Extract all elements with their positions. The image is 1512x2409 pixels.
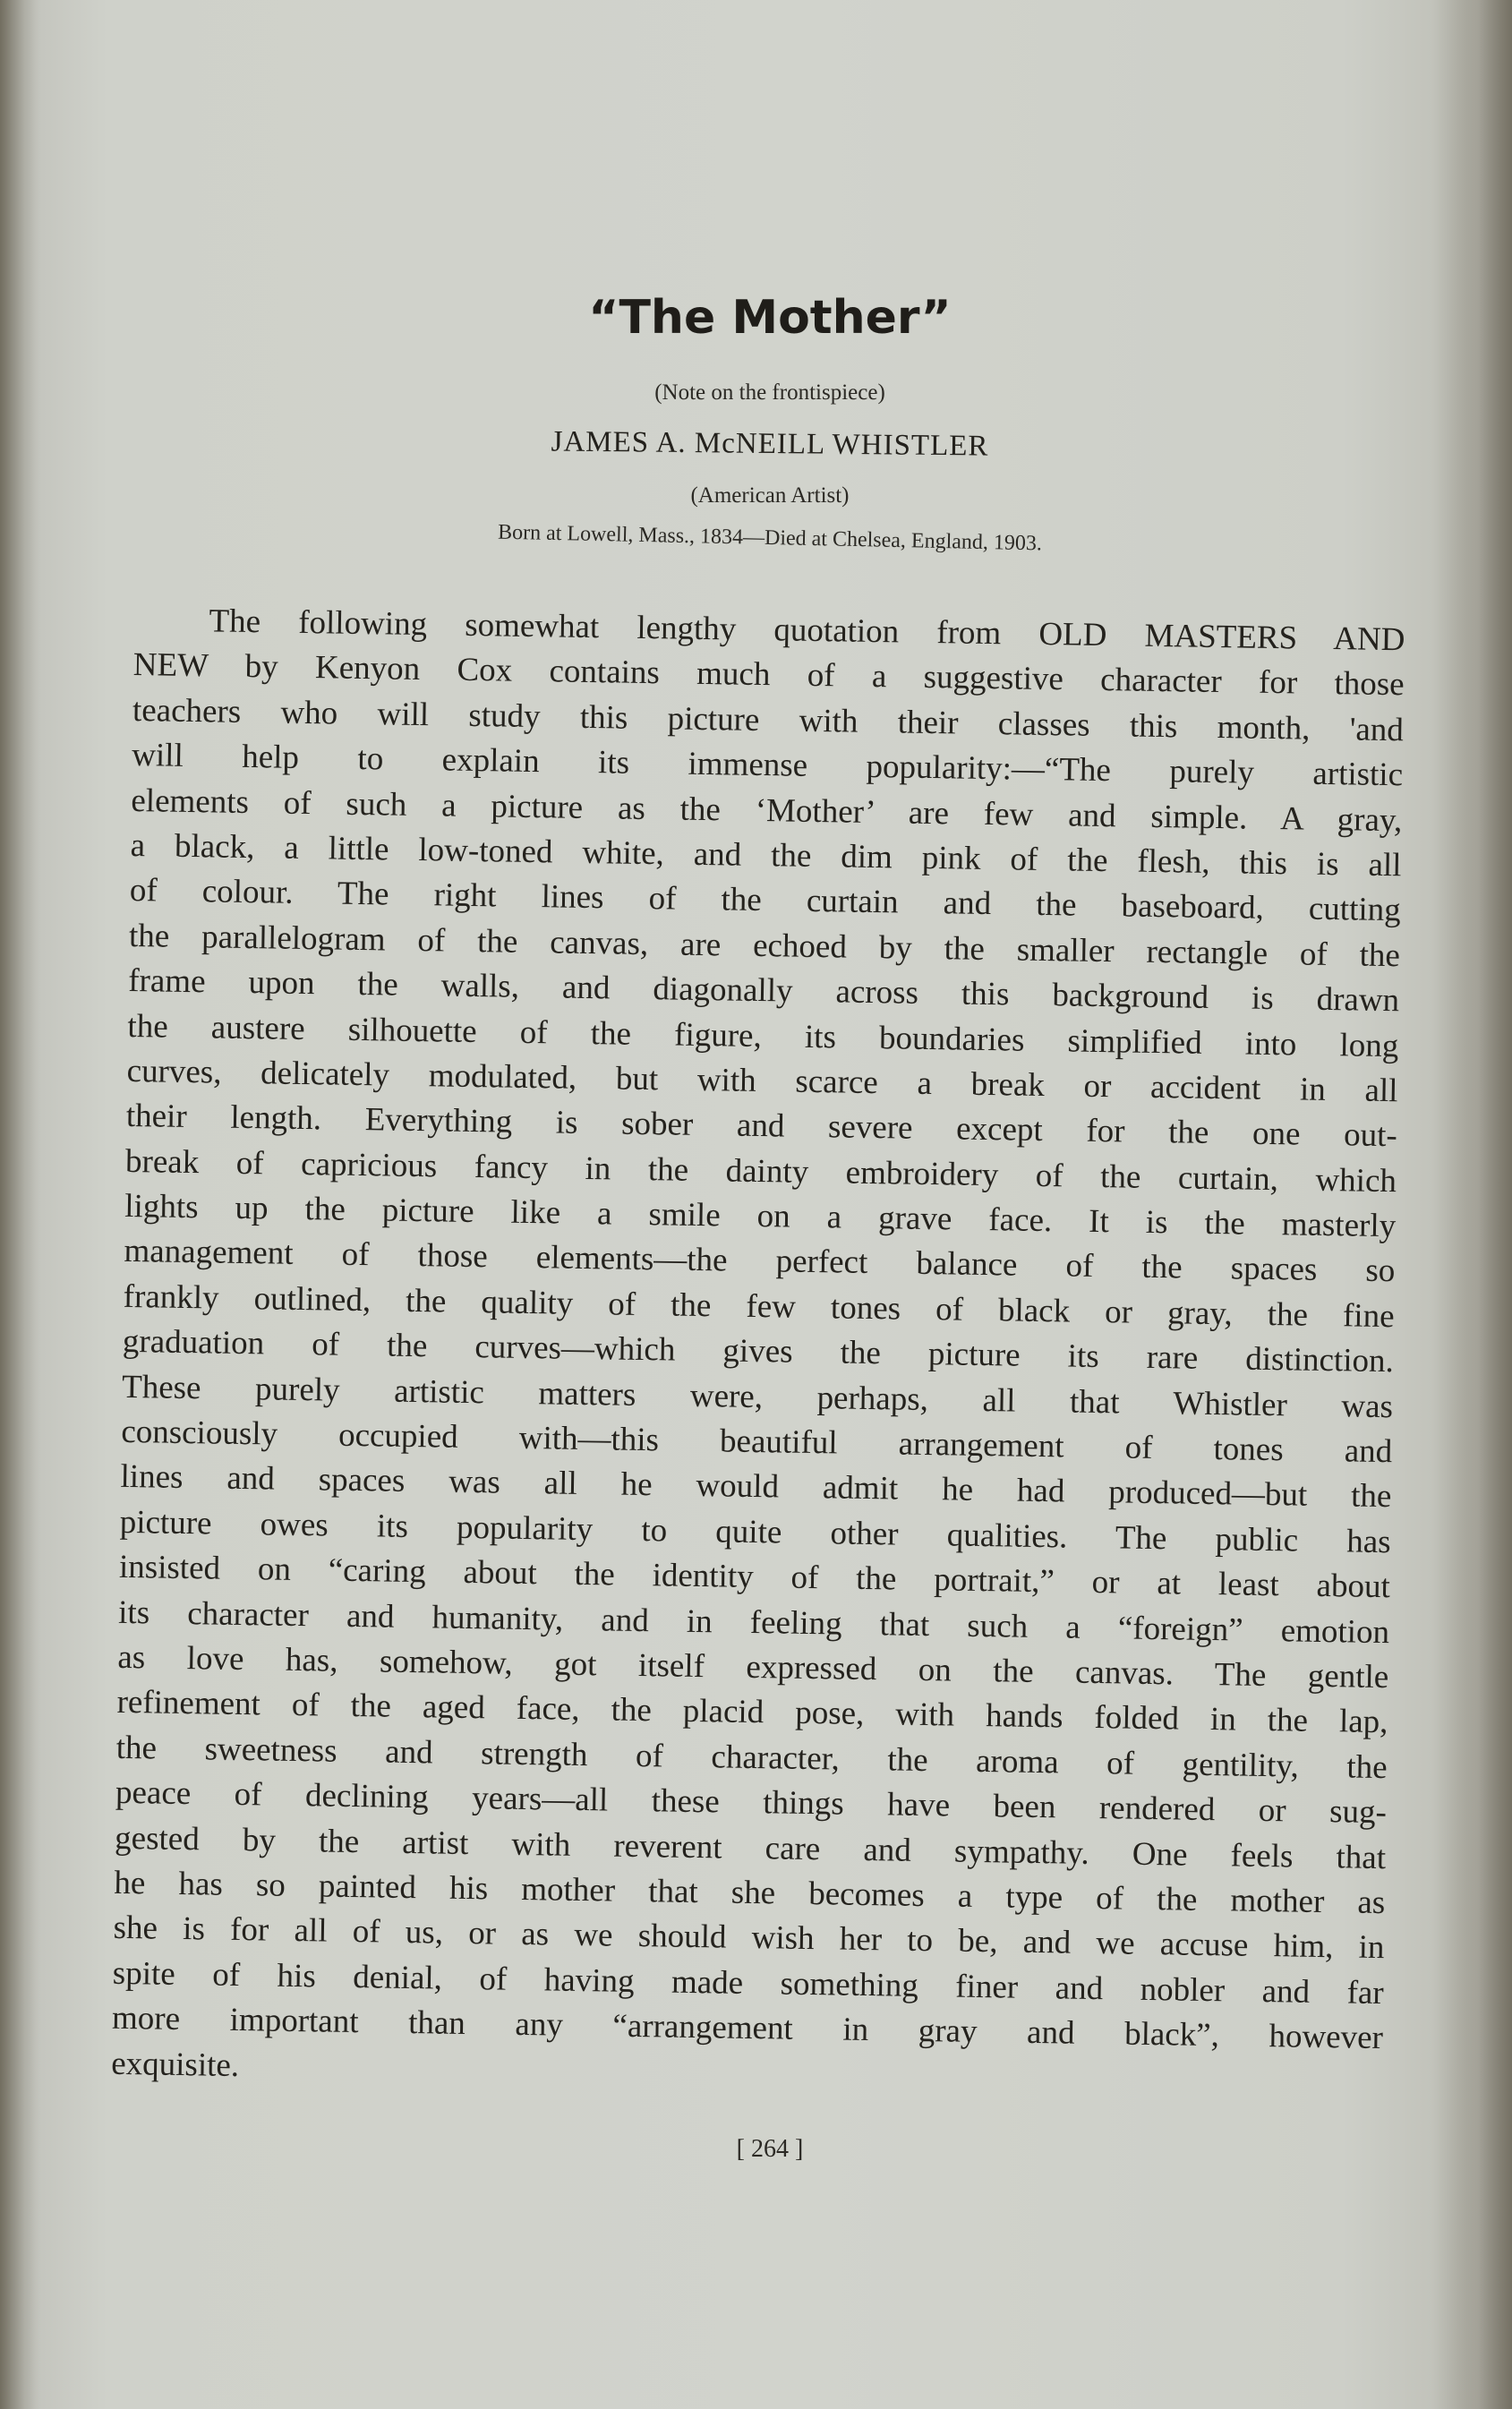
- body-line: The following somewhat lengthy quotation from OLD MASTERS AND: [209, 602, 1405, 659]
- body-line: lines and spaces was all he would admit he had produced—but the: [120, 1458, 1392, 1516]
- artist-dates: Born at Lowell, Mass., 1834—Died at Chelsea, England, 1903.: [497, 520, 1043, 556]
- body-line: as love has, somehow, got itself expressed on the canvas. The gentle: [117, 1638, 1389, 1696]
- body-line: break of capricious fancy in the dainty embroidery of the curtain, which: [124, 1142, 1397, 1200]
- body-line: he has so painted his mother that she becomes a type of the mother as: [114, 1864, 1386, 1922]
- frontispiece-note: (Note on the frontispiece): [654, 380, 885, 405]
- body-line: frame upon the walls, and diagonally across this background is drawn: [127, 962, 1400, 1020]
- body-line: of colour. The right lines of the curtain and the baseboard, cutting: [129, 872, 1402, 929]
- body-line: elements of such a picture as the ‘Mother’ are few and simple. A gray,: [131, 782, 1403, 839]
- body-line: frankly outlined, the quality of the few tones of black or gray, the fine: [123, 1277, 1395, 1336]
- body-line: its character and humanity, and in feeling that such a “foreign” emotion: [117, 1593, 1390, 1651]
- body-line: picture owes its popularity to quite other qualities. The public has: [119, 1503, 1391, 1560]
- body-line: their length. Everything is sober and severe except for the one out-: [125, 1098, 1398, 1155]
- body-line: she is for all of us, or as we should wish her to be, and we accuse him, in: [113, 1909, 1385, 1967]
- body-line: graduation of the curves—which gives the picture its rare distinction.: [122, 1323, 1395, 1380]
- page-edge-left: [0, 0, 41, 2409]
- body-line: These purely artistic matters were, perhaps, all that Whistler was: [121, 1368, 1394, 1425]
- body-line: the parallelogram of the canvas, are echoed by the smaller rectangle of the: [128, 917, 1401, 974]
- article-title: “The Mother”: [588, 291, 952, 345]
- body-line: more important than any “arrangement in gray and black”, however: [111, 1999, 1384, 2057]
- body-line: the sweetness and strength of character, the aroma of gentility, the: [115, 1729, 1388, 1786]
- body-line: exquisite.: [110, 2045, 240, 2084]
- body-line: NEW by Kenyon Cox contains much of a suggestive character for those: [132, 646, 1405, 704]
- body-line: spite of his denial, of having made something finer and nobler and far: [112, 1954, 1385, 2012]
- body-line: gested by the artist with reverent care and sympathy. One feels that: [114, 1819, 1387, 1876]
- body-line: peace of declining years—all these things have been rendered or sug-: [115, 1773, 1388, 1832]
- artist-nationality: (American Artist): [690, 483, 850, 508]
- body-line: teachers who will study this picture with their classes this month, 'and: [132, 691, 1405, 749]
- artist-name: JAMES A. McNEILL WHISTLER: [551, 425, 989, 463]
- page-number: [ 264 ]: [736, 2135, 804, 2163]
- body-line: curves, delicately modulated, but with scarce a break or accident in all: [126, 1052, 1398, 1110]
- body-line: a black, a little low-toned white, and the dim pink of the flesh, this is all: [130, 826, 1402, 884]
- body-line: consciously occupied with—this beautiful arrangement of tones and: [121, 1413, 1393, 1471]
- body-line: management of those elements—the perfect balance of the spaces so: [124, 1233, 1396, 1290]
- body-line: refinement of the aged face, the placid pose, with hands folded in the lap,: [116, 1684, 1388, 1741]
- body-line: will help to explain its immense popularity:—“The purely artistic: [131, 737, 1404, 794]
- body-line: lights up the picture like a smile on a grave face. It is the masterly: [124, 1187, 1397, 1245]
- body-line: the austere silhouette of the figure, its boundaries simplified into long: [127, 1007, 1399, 1064]
- body-line: insisted on “caring about the identity of the portrait,” or at least about: [118, 1549, 1391, 1606]
- article-body: [111, 598, 1405, 2106]
- page-edge-right: [1449, 0, 1512, 2409]
